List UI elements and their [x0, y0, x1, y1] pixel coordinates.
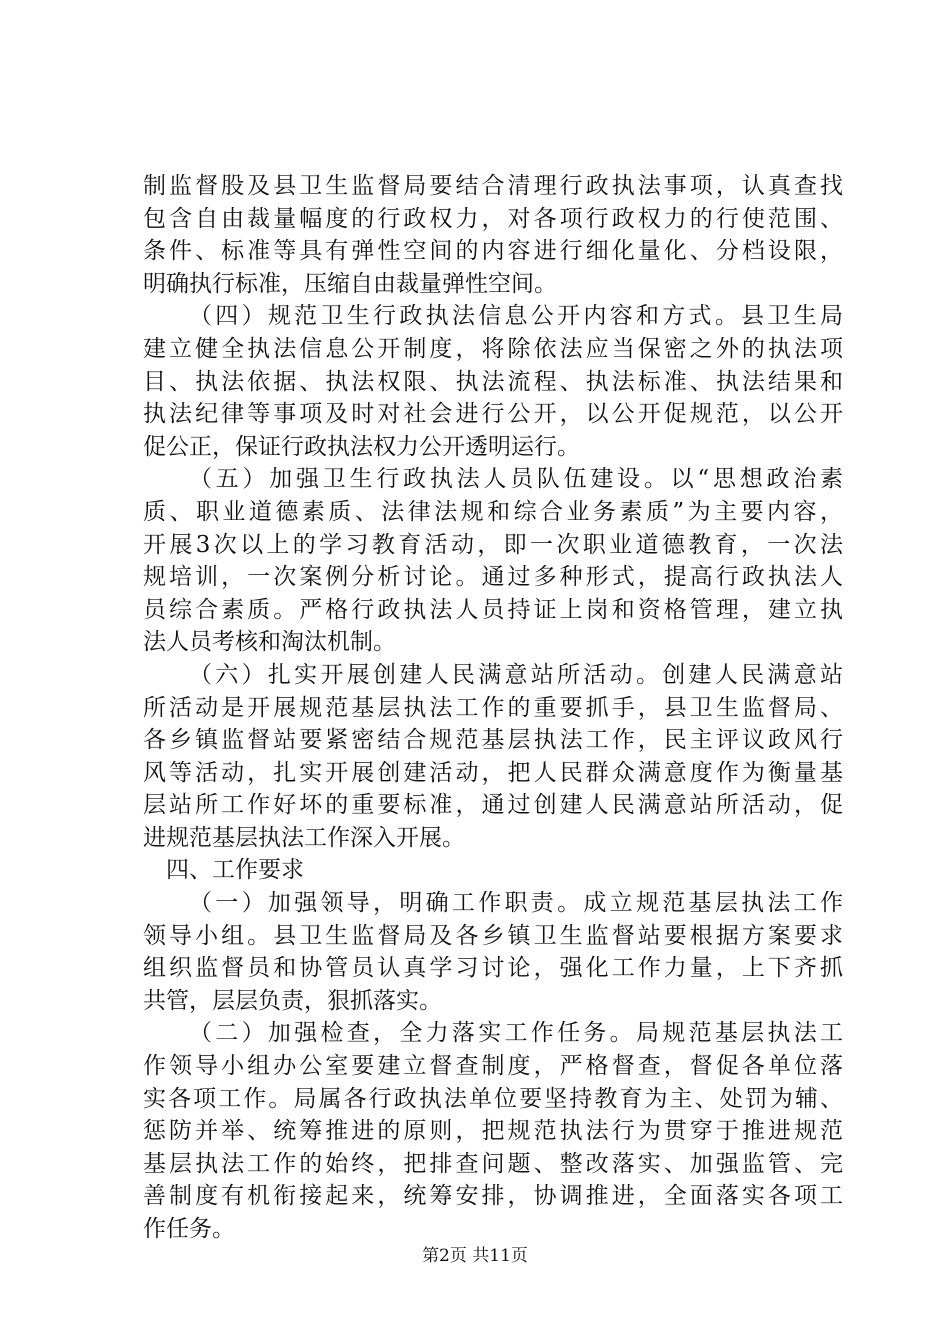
- body-line: 开展3次以上的学习教育活动，即一次职业道德教育，一次法: [143, 531, 843, 558]
- body-line: 条件、标准等具有弹性空间的内容进行细化量化、分档设限，: [143, 238, 843, 265]
- body-line: 实各项工作。局属各行政执法单位要坚持教育为主、处罚为辅、: [143, 1085, 843, 1112]
- body-line: 作领导小组办公室要建立督查制度，严格督查，督促各单位落: [143, 1053, 843, 1080]
- body-line: （二）加强检查，全力落实工作任务。局规范基层执法工: [189, 1020, 843, 1047]
- body-line: 目、执法依据、执法权限、执法流程、执法标准、执法结果和: [143, 368, 843, 395]
- body-line: 惩防并举、统筹推进的原则，把规范执法行为贯穿于推进规范: [143, 1118, 843, 1145]
- body-line: （一）加强领导，明确工作职责。成立规范基层执法工作: [189, 890, 843, 917]
- body-line: 所活动是开展规范基层执法工作的重要抓手，县卫生监督局、: [143, 694, 843, 721]
- body-line: 明确执行标准，压缩自由裁量弹性空间。: [143, 270, 557, 297]
- body-line: 基层执法工作的始终，把排查问题、整改落实、加强监管、完: [143, 1150, 843, 1177]
- body-line: 层站所工作好坏的重要标准，通过创建人民满意站所活动，促: [143, 792, 843, 819]
- body-line: 各乡镇监督站要紧密结合规范基层执法工作，民主评议政风行: [143, 727, 843, 754]
- body-line: 法人员考核和淘汰机制。: [143, 629, 396, 656]
- body-line: 质、职业道德素质、法律法规和综合业务素质”为主要内容，: [143, 498, 843, 525]
- section-heading: 四、工作要求: [166, 857, 304, 884]
- body-line: （五）加强卫生行政执法人员队伍建设。以“思想政治素: [189, 466, 843, 493]
- body-line: （六）扎实开展创建人民满意站所活动。创建人民满意站: [189, 661, 843, 688]
- page-number-footer: 第2页 共11页: [422, 1246, 528, 1266]
- body-line: 共管，层层负责，狠抓落实。: [143, 987, 442, 1014]
- body-line: 作任务。: [143, 1216, 235, 1242]
- body-line: 员综合素质。严格行政执法人员持证上岗和资格管理，建立执: [143, 596, 843, 623]
- body-line: 建立健全执法信息公开制度，将除依法应当保密之外的执法项: [143, 335, 843, 362]
- body-line: 包含自由裁量幅度的行政权力，对各项行政权力的行使范围、: [143, 205, 843, 232]
- body-line: 风等活动，扎实开展创建活动，把人民群众满意度作为衡量基: [143, 759, 843, 786]
- body-line: 领导小组。县卫生监督局及各乡镇卫生监督站要根据方案要求: [143, 922, 843, 949]
- body-line: 执法纪律等事项及时对社会进行公开，以公开促规范，以公开: [143, 401, 843, 428]
- body-line: （四）规范卫生行政执法信息公开内容和方式。县卫生局: [189, 303, 843, 330]
- body-line: 组织监督员和协管员认真学习讨论，强化工作力量，上下齐抓: [143, 955, 843, 982]
- body-line: 规培训，一次案例分析讨论。通过多种形式，提高行政执法人: [143, 564, 843, 591]
- body-line: 促公正，保证行政执法权力公开透明运行。: [143, 433, 580, 460]
- body-line: 进规范基层执法工作深入开展。: [143, 824, 465, 851]
- body-line: 制监督股及县卫生监督局要结合清理行政执法事项，认真查找: [143, 173, 843, 199]
- document-body: [143, 170, 843, 1246]
- body-line: 善制度有机衔接起来，统筹安排，协调推进，全面落实各项工: [143, 1183, 843, 1210]
